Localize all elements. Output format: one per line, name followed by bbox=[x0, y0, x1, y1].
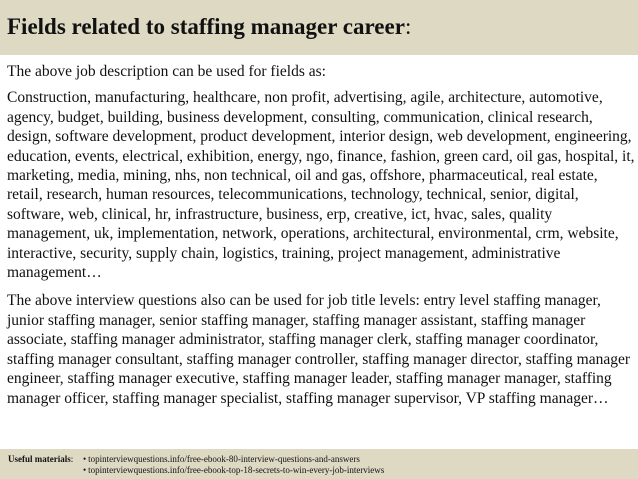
footer-link-1-text: topinterviewquestions.info/free-ebook-80-interview-questions-and-answers bbox=[88, 454, 360, 464]
footer-row-2 bbox=[8, 465, 638, 476]
bullet-icon: • bbox=[83, 464, 87, 475]
footer-label-bold: Useful materials bbox=[8, 454, 71, 464]
footer-bar bbox=[0, 449, 638, 479]
page-title-suffix: : bbox=[404, 14, 412, 39]
fields-paragraph: Construction, manufacturing, healthcare, non profit, advertising, agile, architecture, automotive, agency, budget, building, business development, consulting, communication, clinical research, design, software development, product development, interior design, web development, engineering, education, events, electrical, exhibition, energy, ngo, finance, fashion, green card, oil gas, hospital, it, marketing, media, mining, nhs, non technical, oil and gas, offshore, pharmaceutical, real estate, retail, research, human resources, telecommunications, technology, technical, senior, digital, software, web, clinical, hr, infrastructure, business, erp, creative, ict, hvac, sales, quality management, uk, implementation, network, operations, architectural, environmental, crm, website, interactive, security, supply chain, logistics, training, project management, administrative management… bbox=[7, 89, 635, 282]
job-titles-paragraph: The above interview questions also can be used for job title levels: entry level staffing manager, junior staffing manager, senior staffing manager, staffing manager assistant, staffing manager associate, staffing manager administrator, staffing manager clerk, staffing manager coordinator, staffing manager consultant, staffing manager controller, staffing manager director, staffing manager engineer, staffing manager executive, staffing manager leader, staffing manager manager, staffing manager officer, staffing manager specialist, staffing manager supervisor, VP staffing manager… bbox=[7, 292, 630, 407]
footer-link-2-text: topinterviewquestions.info/free-ebook-top-18-secrets-to-win-every-job-interviews bbox=[88, 464, 385, 475]
footer-label bbox=[8, 454, 83, 465]
footer-row-1 bbox=[8, 454, 638, 465]
footer-label-colon: : bbox=[70, 454, 74, 464]
content-body bbox=[7, 62, 635, 408]
title-bar bbox=[0, 0, 638, 55]
footer-link-1[interactable] bbox=[83, 454, 360, 465]
bullet-icon: • bbox=[83, 454, 87, 464]
footer-link-2[interactable] bbox=[83, 465, 384, 476]
page-title-main: Fields related to staffing manager career bbox=[7, 14, 405, 39]
page-title bbox=[7, 13, 638, 41]
intro-paragraph: The above job description can be used for fields as: bbox=[7, 63, 326, 80]
footer-label-spacer bbox=[8, 465, 83, 476]
